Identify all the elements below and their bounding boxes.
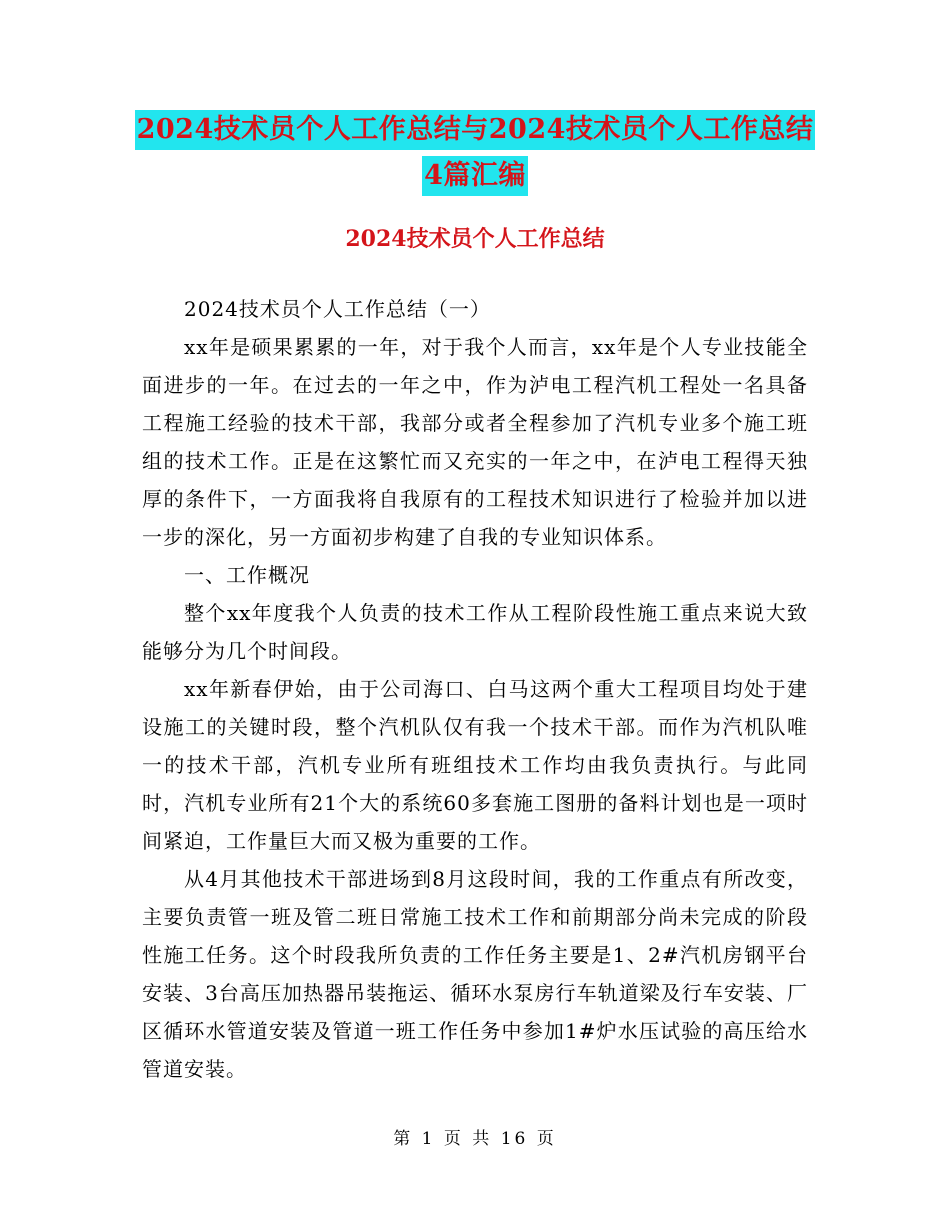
title-line-1: 2024技术员个人工作总结与2024技术员个人工作总结	[135, 110, 816, 150]
title-line-2: 4篇汇编	[422, 156, 528, 196]
section-title: 2024技术员个人工作总结	[345, 226, 605, 252]
section-heading: 一、工作概况	[184, 563, 310, 587]
paragraph: 2024技术员个人工作总结（一）	[184, 297, 491, 321]
paragraph: xx年是硕果累累的一年，对于我个人而言，xx年是个人专业技能全面进步的一年。在过去的一年之中，作为泸电工程汽机工程处一名具备工程施工经验的技术干部，我部分或者全程参加了汽机专业多个施工班组的技术工作。正是在这繁忙而又充实的一年之中，在泸电工程得天独厚的条件下，一方面我将自我原有的工程技术知识进行了检验并加以进一步的深化，另一方面初步构建了自我的专业知识体系。	[142, 335, 808, 549]
document-body	[142, 290, 808, 1088]
paragraph: xx年新春伊始，由于公司海口、白马这两个重大工程项目均处于建设施工的关键时段，整个汽机队仅有我一个技术干部。而作为汽机队唯一的技术干部，汽机专业所有班组技术工作均由我负责执行。与此同时，汽机专业所有21个大的系统60多套施工图册的备料计划也是一项时间紧迫，工作量巨大而又极为重要的工作。	[142, 677, 808, 853]
paragraph: 从4月其他技术干部进场到8月这段时间，我的工作重点有所改变，主要负责管一班及管二班日常施工技术工作和前期部分尚未完成的阶段性施工任务。这个时段我所负责的工作任务主要是1、2#汽机房钢平台安装、3台高压加热器吊装拖运、循环水泵房行车轨道梁及行车安装、厂区循环水管道安装及管道一班工作任务中参加1#炉水压试验的高压给水管道安装。	[142, 867, 808, 1081]
paragraph: 整个xx年度我个人负责的技术工作从工程阶段性施工重点来说大致能够分为几个时间段。	[142, 601, 808, 663]
page-footer: 第 1 页 共 16 页	[393, 1129, 557, 1149]
document-title	[0, 110, 950, 196]
